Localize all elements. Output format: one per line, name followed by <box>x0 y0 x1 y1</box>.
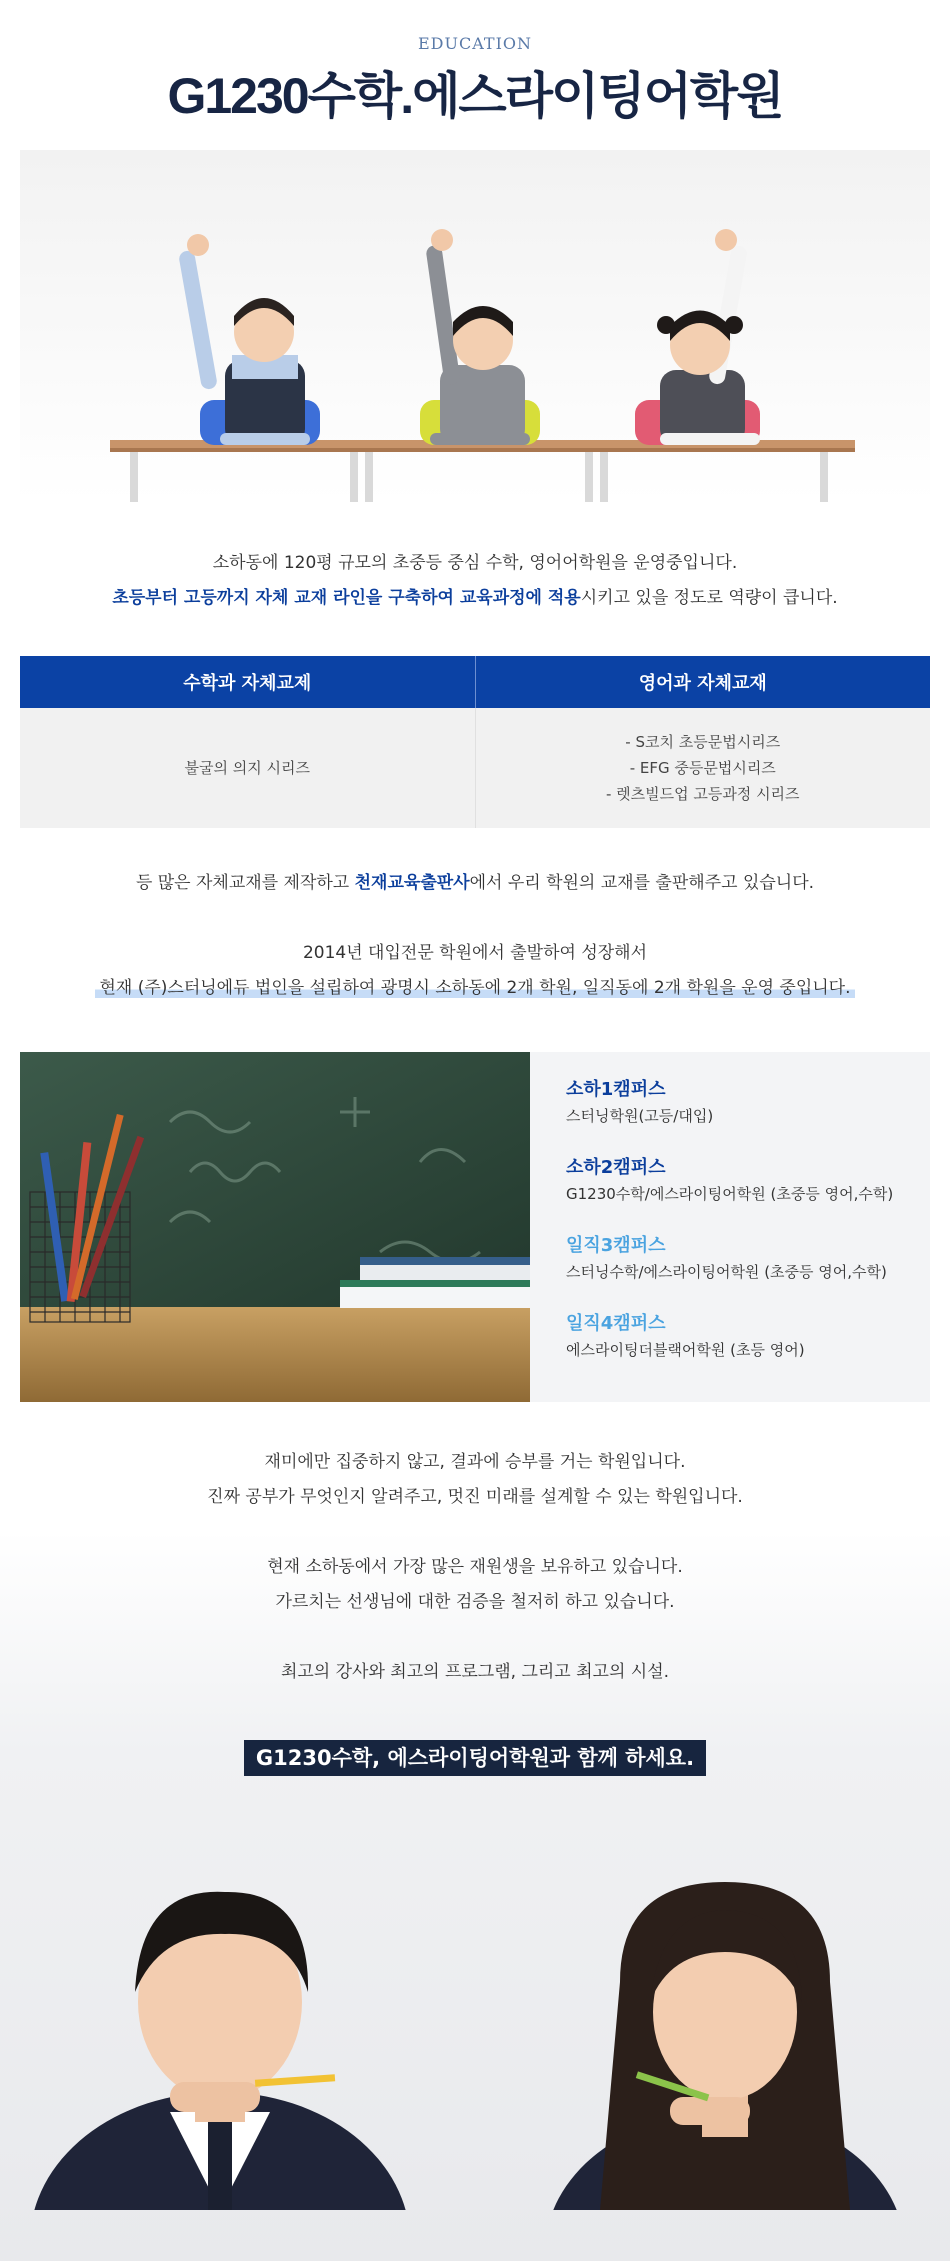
campus-item <box>566 1234 930 1286</box>
english-cell <box>476 708 931 828</box>
intro-line-2 <box>0 581 950 616</box>
page-title: G1230수학.에스라이팅어학원 <box>167 68 783 124</box>
kids-illustration <box>20 150 930 502</box>
campus-desc: 스터닝수학/에스라이팅어학원 (초중등 영어,수학) <box>566 1263 887 1281</box>
intro-text <box>0 546 950 616</box>
english-item: - EFG 중등문법시리즈 <box>629 759 776 777</box>
section-eyebrow: EDUCATION <box>417 34 533 53</box>
publish-text <box>0 868 950 893</box>
history-line-1: 2014년 대입전문 학원에서 출발하여 성장해서 <box>302 943 648 963</box>
history-line-2-text: 현재 (주)스터닝에듀 법인을 설립하여 광명시 소하동에 2개 학원, 일직동에 2개 학원을 운영 중입니다. <box>95 978 854 998</box>
intro-line-1: 소하동에 120평 규모의 초중등 중심 수학, 영어어학원을 운영중입니다. <box>212 553 738 573</box>
english-item: - 렛츠빌드업 고등과정 시리즈 <box>605 785 800 803</box>
classroom-image <box>20 1052 530 1402</box>
table-header <box>20 656 930 708</box>
campus-item <box>566 1312 930 1364</box>
students-illustration <box>20 1812 930 2210</box>
closing-line: 진짜 공부가 무엇인지 알려주고, 멋진 미래를 설계할 수 있는 학원입니다. <box>207 1487 743 1507</box>
closing-paragraph-3: 최고의 강사와 최고의 프로그램, 그리고 최고의 시설. <box>280 1662 670 1682</box>
closing-paragraph-2 <box>0 1550 950 1620</box>
header-english: 영어과 자체교재 <box>638 673 767 694</box>
intro-line-2-rest: 시키고 있을 정도로 역량이 큽니다. <box>580 588 838 608</box>
campus-name: 소하1캠퍼스 <box>566 1079 666 1100</box>
header-math: 수학과 자체교제 <box>20 656 476 708</box>
closing-line: 현재 소하동에서 가장 많은 재원생을 보유하고 있습니다. <box>267 1557 683 1577</box>
history-line-2 <box>0 971 950 1006</box>
math-cell <box>20 708 476 828</box>
campus-desc: 스터닝학원(고등/대입) <box>566 1107 714 1125</box>
slogan-text: G1230수학, 에스라이팅어학원과 함께 하세요. <box>244 1740 706 1776</box>
campus-list <box>530 1052 930 1402</box>
campus-item <box>566 1078 930 1130</box>
math-item: 불굴의 의지 시리즈 <box>184 759 310 777</box>
publish-pre: 등 많은 자체교재를 제작하고 <box>135 873 355 893</box>
intro-highlight: 초등부터 고등까지 자체 교재 라인을 구축하여 교육과정에 적용 <box>112 588 581 608</box>
closing-paragraph-1 <box>0 1445 950 1515</box>
publisher-name: 천재교육출판사 <box>354 873 470 893</box>
campus-name: 일직4캠퍼스 <box>566 1313 666 1334</box>
campus-desc: G1230수학/에스라이팅어학원 (초중등 영어,수학) <box>566 1185 894 1203</box>
closing-section <box>0 1412 950 2261</box>
campus-name: 소하2캠퍼스 <box>566 1157 666 1178</box>
students-image <box>20 1812 930 2210</box>
history-text <box>0 936 950 1006</box>
textbook-table <box>20 656 930 828</box>
slogan-banner <box>0 1740 950 1776</box>
table-body <box>20 708 930 828</box>
english-item: - S코치 초등문법시리즈 <box>625 733 781 751</box>
campus-name: 일직3캠퍼스 <box>566 1235 666 1256</box>
chalkboard-illustration <box>20 1052 530 1402</box>
closing-line: 재미에만 집중하지 않고, 결과에 승부를 거는 학원입니다. <box>264 1452 686 1472</box>
hero-image-kids <box>20 150 930 502</box>
campus-desc: 에스라이팅더블랙어학원 (초등 영어) <box>566 1341 805 1359</box>
campus-item <box>566 1156 930 1208</box>
publish-post: 에서 우리 학원의 교재를 출판해주고 있습니다. <box>469 873 815 893</box>
closing-line: 가르치는 선생님에 대한 검증을 철저히 하고 있습니다. <box>275 1592 675 1612</box>
campus-section <box>20 1052 930 1402</box>
